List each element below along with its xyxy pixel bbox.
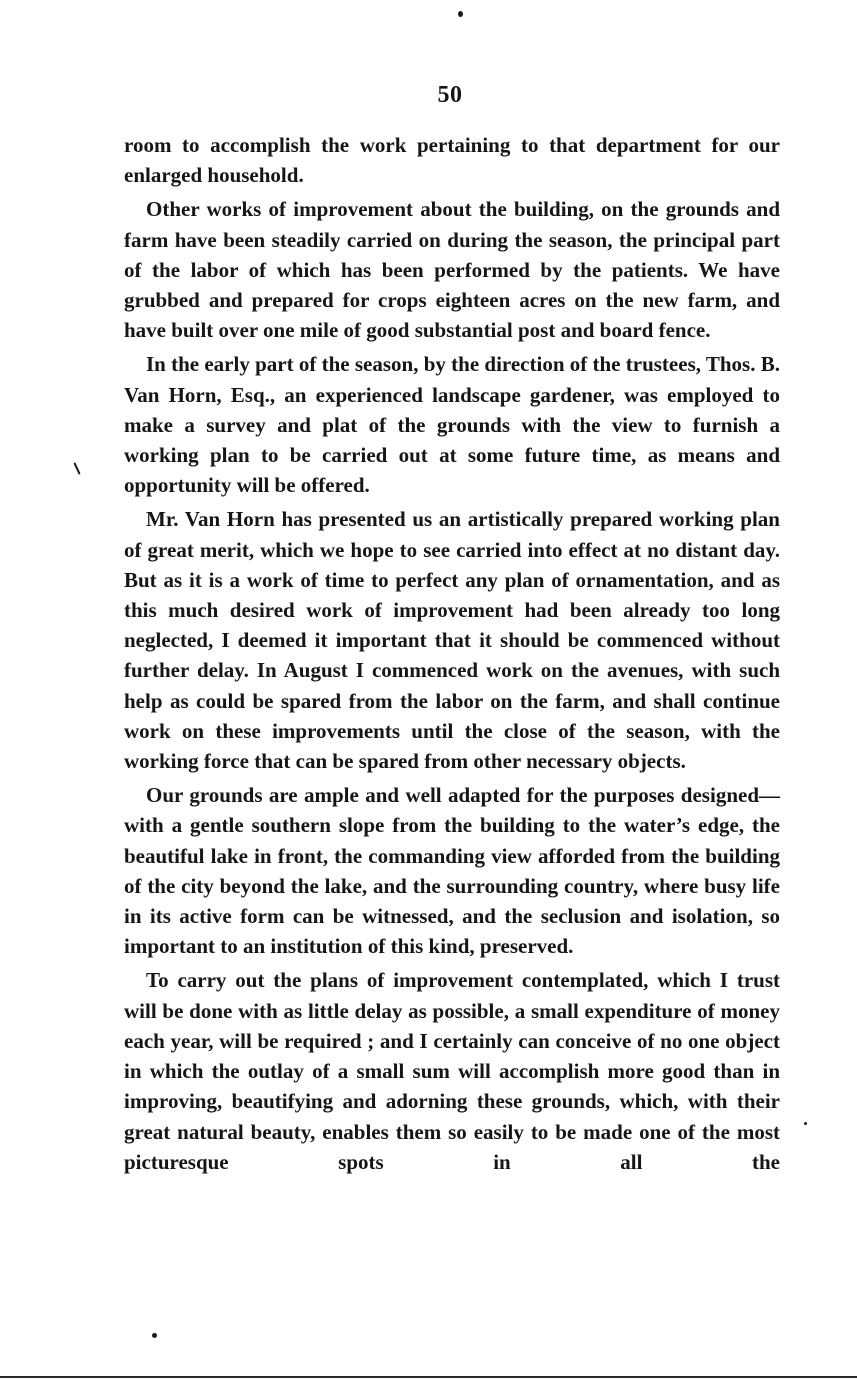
page-number: 50 xyxy=(437,82,463,108)
bottom-rule xyxy=(0,1376,857,1378)
paragraph-grounds: Our grounds are ample and well adapted for the purposes designed—with a gentle southern slope from the building to the water’s edge, the beautiful lake in front, the commanding view afforded from the building of the city beyond the lake, and the surrounding country, where busy life in its active form can be witnessed, and the seclusion and isolation, so important to an institution of this kind, preserved. xyxy=(124,783,780,959)
ink-speck-right xyxy=(804,1122,807,1125)
paragraph-landscape-gardener: In the early part of the season, by the direction of the trustees, Thos. B. Van Horn, Esq., an experienced landscape gardener, was employed to make a survey and plat of the grounds with the view to furnish a working plan to be carried out at some future time, as means and opportunity will be offered. xyxy=(124,352,780,498)
paragraph-working-plan: Mr. Van Horn has presented us an artistically prepared working plan of great merit, which we hope to see carried into effect at no distant day. But as it is a work of time to perfect any plan of ornamentation, and as this much desired work of improvement had been already too long neglected, I deemed it important that it should be commenced without further delay. In August I commenced work on the avenues, with such help as could be spared from the labor on the farm, and shall continue work on these improvements until the close of the season, with the working force that can be spared from other necessary objects. xyxy=(124,507,780,774)
body-text xyxy=(124,130,780,1181)
ink-speck-left xyxy=(73,462,80,475)
ink-speck-bottom xyxy=(152,1333,157,1338)
paragraph-continuation: room to accomplish the work pertaining to that department for our enlarged household. xyxy=(124,133,780,188)
paragraph-improvements: Other works of improvement about the building, on the grounds and farm have been steadily carried on during the season, the principal part of the labor of which has been performed by the patients. We have grubbed and prepared for crops eighteen acres on the new farm, and have built over one mile of good substantial post and board fence. xyxy=(124,197,780,343)
paragraph-expenditure: To carry out the plans of improvement contemplated, which I trust will be done with as little delay as possible, a small expenditure of money each year, will be required ; and I certainly can conceive of no one object in which the outlay of a small sum will accomplish more good than in improving, beautifying and adorning these grounds, which, with their great natural beauty, enables them so easily to be made one of the most picturesque spots in all the xyxy=(124,968,780,1174)
ink-speck-top xyxy=(458,11,463,17)
